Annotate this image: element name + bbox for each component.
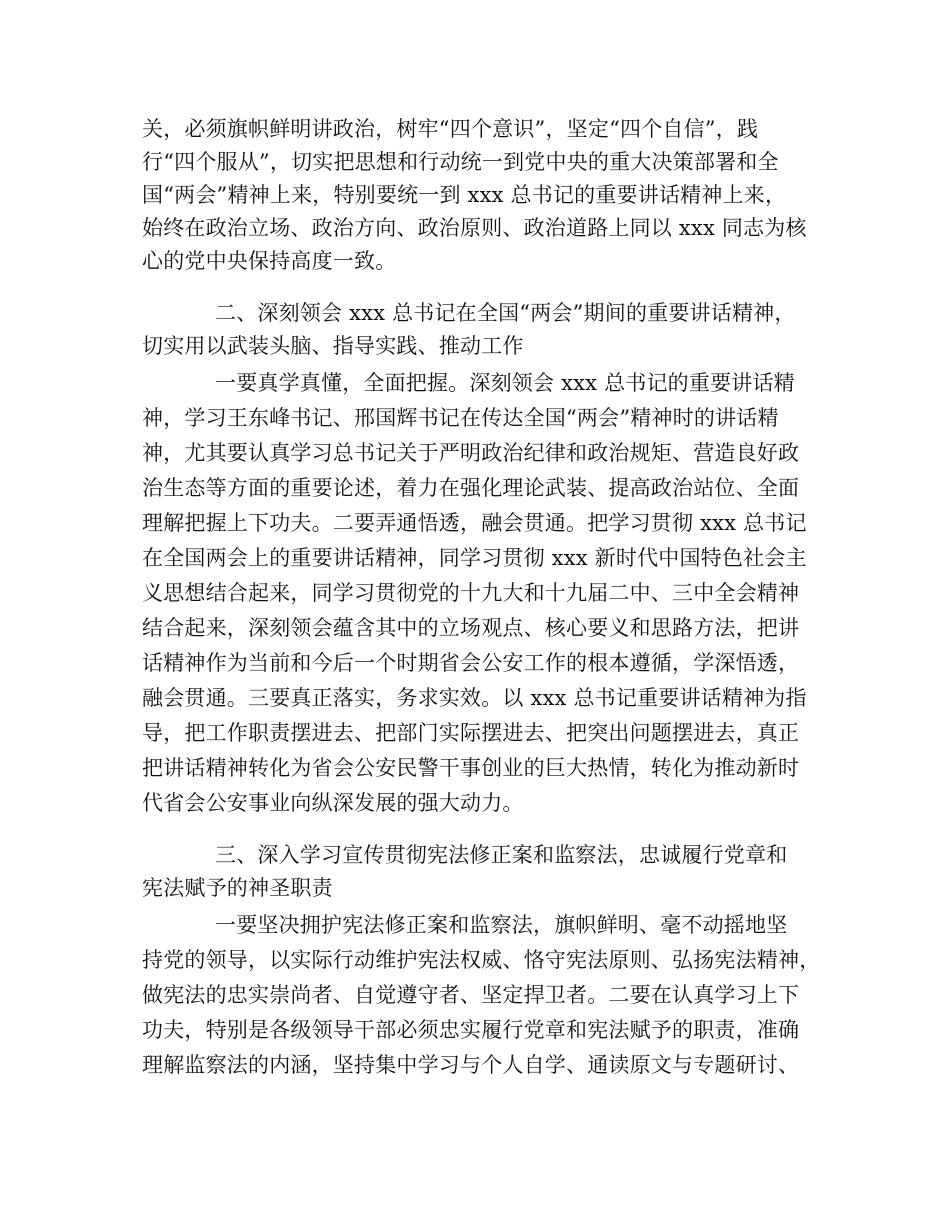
text-line: 理解把握上下功夫。二要弄通悟透，融会贯通。把学习贯彻 xxx 总书记 [142, 511, 807, 535]
text-line: 心的党中央保持高度一致。 [142, 249, 397, 273]
text-line: 话精神作为当前和今后一个时期省会公安工作的根本遵循，学深悟透， [142, 651, 800, 675]
text-line: 把讲话精神转化为省会公安民警干事创业的巨大热情，转化为推动新时 [142, 756, 800, 780]
text-line: 结合起来，深刻领会蕴含其中的立场观点、核心要义和思路方法，把讲 [142, 616, 800, 640]
section-heading-cont: 宪法赋予的神圣职责 [142, 876, 333, 900]
text-line: 融会贯通。三要真正落实，务求实效。以 xxx 总书记重要讲话精神为指 [142, 686, 807, 710]
text-line: 持党的领导，以实际行动维护宪法权威、恪守宪法原则、弘扬宪法精神， [142, 948, 821, 972]
text-line: 功夫，特别是各级领导干部必须忠实履行党章和宪法赋予的职责，准确 [142, 1018, 800, 1042]
text-line: 神，尤其要认真学习总书记关于严明政治纪律和政治规矩、营造良好政 [142, 441, 800, 465]
section-heading-cont: 切实用以武装头脑、指导实践、推动工作 [142, 334, 524, 358]
text-line: 代省会公安事业向纵深发展的强大动力。 [142, 791, 524, 815]
text-line: 关，必须旗帜鲜明讲政治，树牢“四个意识”，坚定“四个自信”，践 [142, 117, 759, 141]
text-line: 理解监察法的内涵，坚持集中学习与个人自学、通读原文与专题研讨、 [142, 1053, 800, 1077]
text-line: 义思想结合起来，同学习贯彻党的十九大和十九届二中、三中全会精神 [142, 581, 800, 605]
text-line: 行“四个服从”，切实把思想和行动统一到党中央的重大决策部署和全 [142, 150, 779, 174]
text-line: 导，把工作职责摆进去、把部门实际摆进去、把突出问题摆进去，真正 [142, 721, 800, 745]
text-line: 在全国两会上的重要讲话精神，同学习贯彻 xxx 新时代中国特色社会主 [142, 546, 807, 570]
text-line: 一要坚决拥护宪法修正案和监察法，旗帜鲜明、毫不动摇地坚 [215, 913, 788, 937]
text-line: 做宪法的忠实崇尚者、自觉遵守者、坚定捍卫者。二要在认真学习上下 [142, 983, 800, 1007]
text-line: 治生态等方面的重要论述，着力在强化理论武装、提高政治站位、全面 [142, 476, 800, 500]
text-line: 始终在政治立场、政治方向、政治原则、政治道路上同以 xxx 同志为核 [142, 216, 807, 240]
text-line: 国“两会”精神上来，特别要统一到 xxx 总书记的重要讲话精神上来， [142, 183, 787, 207]
section-heading: 二、深刻领会 xxx 总书记在全国“两会”期间的重要讲话精神， [215, 301, 796, 325]
text-line: 一要真学真懂，全面把握。深刻领会 xxx 总书记的重要讲话精 [215, 371, 795, 395]
text-line: 神，学习王东峰书记、邢国辉书记在传达全国“两会”精神时的讲话精 [142, 406, 779, 430]
section-heading: 三、深入学习宣传贯彻宪法修正案和监察法，忠诚履行党章和 [215, 843, 788, 867]
